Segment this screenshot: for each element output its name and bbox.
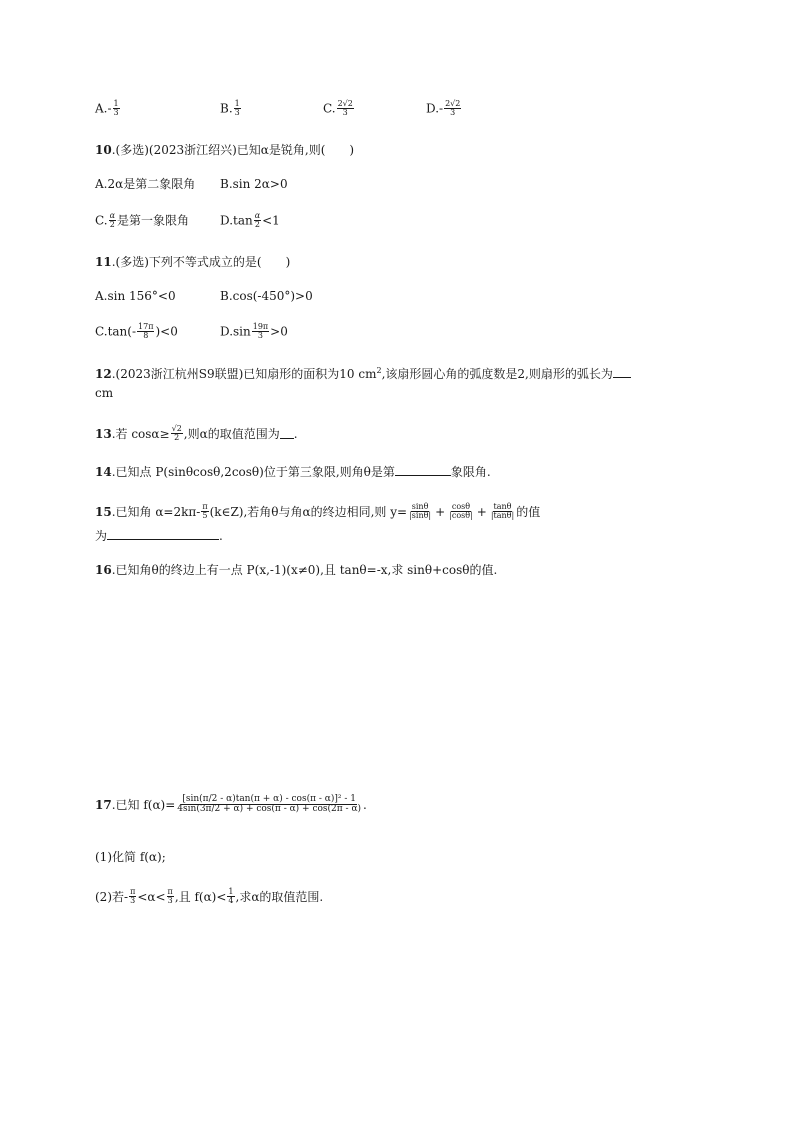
q15-answer-blank <box>107 529 219 540</box>
q9-option-c: C. $\frac{2√2}{3}$ <box>323 99 353 118</box>
q11-option-d: D.sin $\frac{19\pi}{3}$ >0 <box>220 322 288 341</box>
q11-options-ab <box>95 290 313 302</box>
q9-option-d: D.- $\frac{2√2}{3}$ <box>426 99 461 118</box>
q17-fraction: $\frac{\text{[sin(π/2 - α)tan(π + α) - cos(π - α)]² - 1}}{4\sin(3\pi/2 + \alpha) + \cos(\pi - \alpha) + \cos(2\pi - \alpha)}$ <box>177 794 362 815</box>
q9-option-a: A.- $\frac{1}{3}$ <box>95 99 119 118</box>
q17-part1: (1)化简 f(α); <box>95 850 166 864</box>
q11-option-b: B.cos(-450°)>0 <box>220 289 313 303</box>
q10-stem: 10.(多选)(2023浙江绍兴)已知α是锐角,则( ) <box>95 143 355 157</box>
q17-stem: 17 .已知 f(α)= $\frac{\text{[sin(π/2 - α)tan(π + α) - cos(π - α)]² - 1}}{4\sin(3\pi/2 + \alpha) + \cos(\pi - \alpha) + \cos(2\pi - \alpha)}$ . <box>95 794 367 815</box>
q13-answer-blank <box>280 428 294 439</box>
q11-stem: 11.(多选)下列不等式成立的是( ) <box>95 255 291 269</box>
q16-stem: 16.已知角θ的终边上有一点 P(x,-1)(x≠0),且 tanθ=-x,求 sinθ+cosθ的值. <box>95 563 498 577</box>
q14-answer-blank <box>395 465 451 476</box>
q17-part2: (2)若- $\frac{\pi}{3}$ <α< $\frac{\pi}{3}$ ,且 f(α)< $\frac{1}{4}$ ,求α的取值范围. <box>95 887 324 906</box>
q12-unit: cm <box>95 386 114 400</box>
q10-options-cd <box>95 212 280 230</box>
q10-option-a: A.2α是第二象限角 <box>95 177 196 191</box>
q10-option-b: B.sin 2α>0 <box>220 177 288 191</box>
q9-option-b: B. $\frac{1}{3}$ <box>220 99 240 118</box>
q11-options-cd <box>95 323 288 341</box>
q15-line2: 为 . <box>95 529 223 543</box>
q15-stem: 15 .已知角 α=2kπ- $\frac{\pi}{5}$ (k∈Z),若角θ与角α的终边相同,则 y= $\frac{\sin\theta}{|\sin\theta|}$ + $\frac{\cos\theta}{|\cos\theta|}$ + $\frac{\tan\theta}{|\tan\theta|}$ 的值 <box>95 502 541 521</box>
q13-stem: 13 .若 cosα≥ $\frac{√2}{2}$ ,则α的取值范围为 . <box>95 424 298 443</box>
q11-option-a: A.sin 156°<0 <box>95 289 176 303</box>
q10-option-c: C. $\frac{\alpha}{2}$ 是第一象限角 <box>95 211 189 230</box>
q10-option-d: D.tan $\frac{\alpha}{2}$ <1 <box>220 211 280 230</box>
q12-answer-blank <box>613 367 631 378</box>
q11-option-c: C.tan(- $\frac{17\pi}{8}$ )<0 <box>95 322 178 341</box>
q12-stem: 12.(2023浙江杭州S9联盟)已知扇形的面积为10 $cm^2$,该扇形圆心角的弧度数是2,则扇形的弧长为 <box>95 367 631 380</box>
q9-options <box>95 100 462 118</box>
q10-options-ab <box>95 178 288 190</box>
q14-stem: 14.已知点 P(sinθcosθ,2cosθ)位于第三象限,则角θ是第 象限角. <box>95 465 491 479</box>
